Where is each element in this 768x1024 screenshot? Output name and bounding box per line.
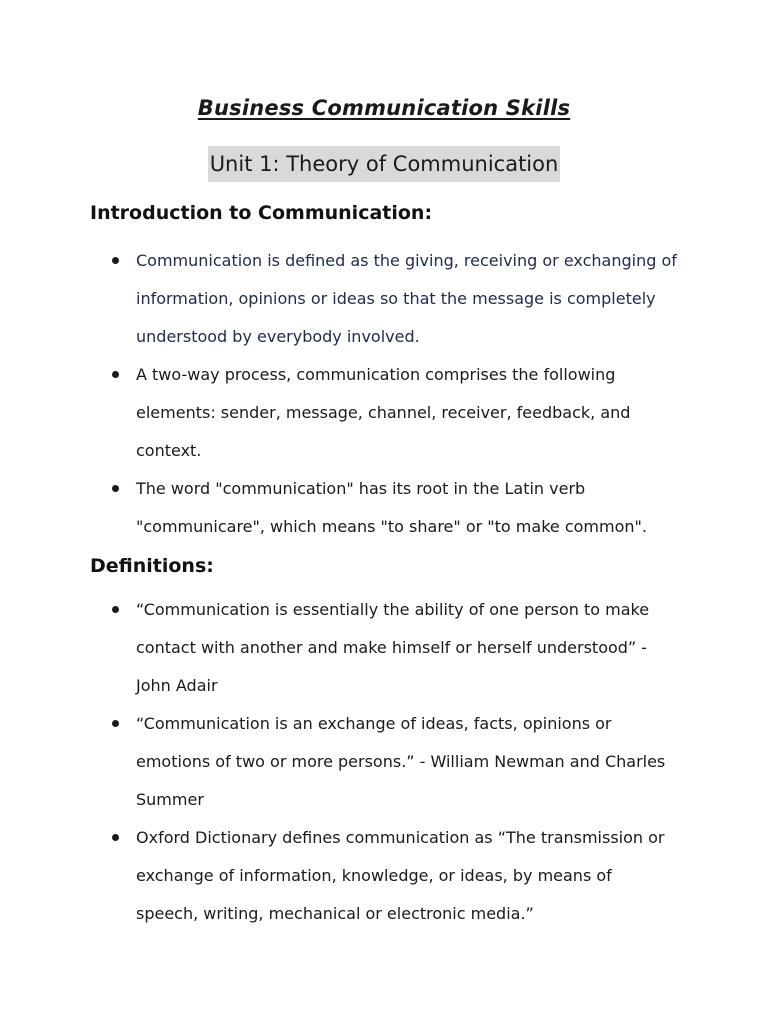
bullet-icon bbox=[112, 720, 119, 727]
list-item bbox=[110, 705, 710, 819]
list-item-line: John Adair bbox=[136, 676, 218, 695]
list-item bbox=[110, 470, 710, 546]
bullet-icon bbox=[112, 371, 119, 378]
list-item-line: Oxford Dictionary defines communication as “The transmission or bbox=[136, 828, 665, 847]
list-item bbox=[110, 242, 710, 356]
definitions-heading: Definitions: bbox=[90, 555, 214, 577]
unit-title-wrapper bbox=[0, 146, 768, 182]
list-item-line: Summer bbox=[136, 790, 204, 809]
introduction-list bbox=[110, 242, 710, 546]
list-item-line: elements: sender, message, channel, receiver, feedback, and bbox=[136, 403, 631, 422]
list-item-line: understood by everybody involved. bbox=[136, 327, 420, 346]
unit-title: Unit 1: Theory of Communication bbox=[208, 146, 561, 182]
introduction-heading: Introduction to Communication: bbox=[90, 202, 433, 224]
list-item-line: emotions of two or more persons.” - William Newman and Charles bbox=[136, 752, 666, 771]
bullet-icon bbox=[112, 257, 119, 264]
list-item-line: "communicare", which means "to share" or "to make common". bbox=[136, 517, 647, 536]
bullet-icon bbox=[112, 834, 119, 841]
list-item-line: Communication is defined as the giving, receiving or exchanging of bbox=[136, 251, 677, 270]
list-item-line: “Communication is essentially the ability of one person to make bbox=[136, 600, 650, 619]
list-item bbox=[110, 356, 710, 470]
list-item-line: “Communication is an exchange of ideas, facts, opinions or bbox=[136, 714, 612, 733]
list-item-line: information, opinions or ideas so that the message is completely bbox=[136, 289, 656, 308]
bullet-icon bbox=[112, 485, 119, 492]
bullet-icon bbox=[112, 606, 119, 613]
list-item-line: The word "communication" has its root in the Latin verb bbox=[136, 479, 586, 498]
list-item-line: context. bbox=[136, 441, 202, 460]
list-item-line: A two-way process, communication comprises the following bbox=[136, 365, 616, 384]
list-item-line: contact with another and make himself or herself understood” - bbox=[136, 638, 648, 657]
list-item-line: exchange of information, knowledge, or ideas, by means of bbox=[136, 866, 612, 885]
definitions-list bbox=[110, 591, 710, 933]
document-title: Business Communication Skills bbox=[197, 96, 571, 120]
list-item-line: speech, writing, mechanical or electronic media.” bbox=[136, 904, 534, 923]
list-item bbox=[110, 819, 710, 933]
list-item bbox=[110, 591, 710, 705]
